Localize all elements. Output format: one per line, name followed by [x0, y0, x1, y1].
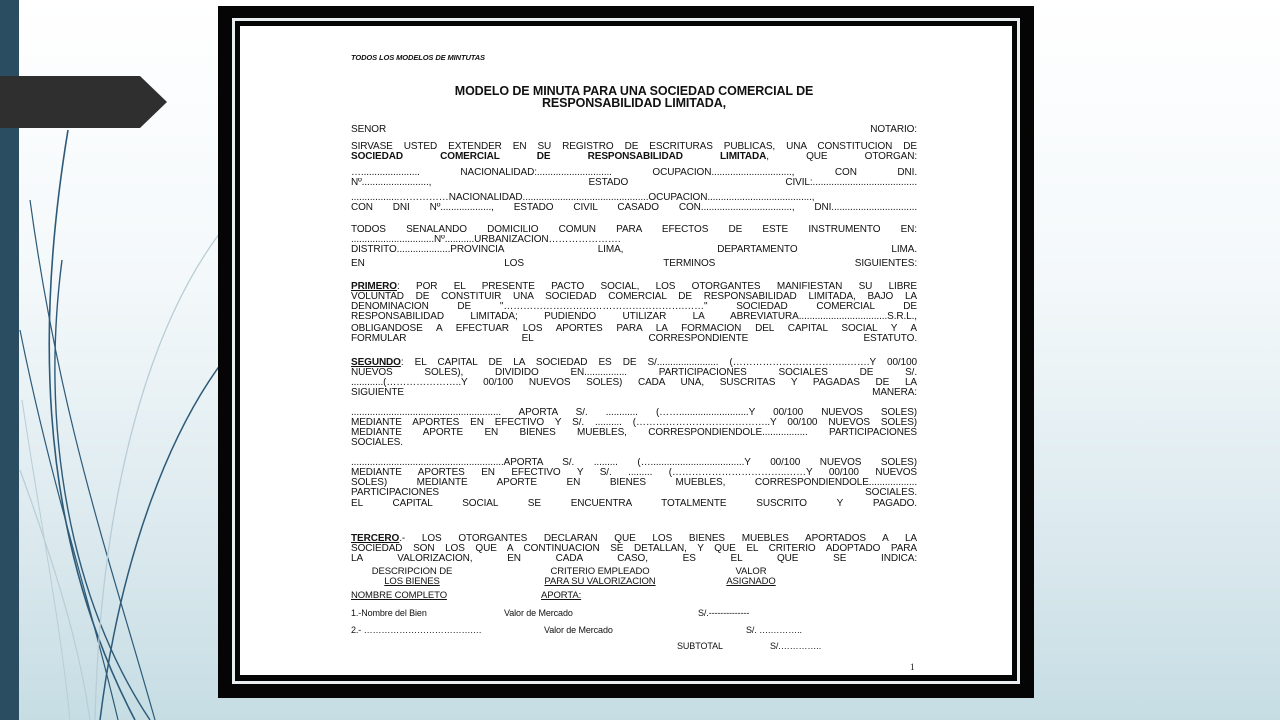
- table-row: [351, 608, 917, 618]
- name-label-text: NOMBRE COMPLETO: [351, 590, 447, 601]
- capital-statement: [351, 499, 917, 509]
- obligation-line: FORMULAR EL CORRESPONDIENTE ESTATUTO.: [351, 334, 917, 344]
- company-type-bold: SOCIEDAD COMERCIAL DE RESPONSABILIDAD LIMITADA: [351, 152, 767, 162]
- column-header-criterion: [525, 567, 675, 587]
- title-tab-shape: [0, 76, 167, 128]
- row-value: S/. ….………..: [746, 625, 802, 635]
- contribution-line: MEDIANTE APORTE EN BIENES MUEBLES, CORRESPONDIENDOLE................. PARTICIPACIONES: [351, 428, 917, 438]
- clause-primero: [351, 282, 917, 322]
- clause-text: : EL CAPITAL DE LA SOCIEDAD ES DE S/....................... (……………………………..…….Y 00/100: [400, 358, 917, 368]
- subtotal-value: S/.…………..: [770, 641, 822, 651]
- document-image: [240, 26, 1012, 675]
- row-item: 1.-Nombre del Bien: [351, 608, 427, 618]
- party-line: …...................... NACIONALIDAD:............................ OCUPACION.............................., CON DNI.: [351, 168, 917, 178]
- domicile-line: TODOS SEÑALANDO DOMICILIO COMUN PARA EFECTOS DE ESTE INSTRUMENTO EN:: [351, 225, 917, 235]
- document-header: TODOS LOS MODELOS DE MINTUTAS: [351, 53, 485, 62]
- domicile-line: DISTRITO....................PROVINCIA LIMA, DEPARTAMENTO LIMA.: [351, 245, 917, 255]
- salutation-text: SEÑOR NOTARIO:: [351, 125, 917, 135]
- domicile-line: ...............................Nº...........URBANIZACION………………….: [351, 235, 621, 245]
- clause-line: [351, 358, 917, 368]
- aporta-label: APORTA:: [541, 590, 582, 601]
- header-line: DESCRIPCION DE: [371, 566, 453, 577]
- title-line-2: RESPONSABILIDAD LIMITADA,: [541, 96, 727, 110]
- title-line-1: MODELO DE MINUTA PARA UNA SOCIEDAD COMERCIAL DE: [454, 84, 814, 98]
- column-header-value: [711, 567, 791, 587]
- row-criterion: Valor de Mercado: [544, 625, 613, 635]
- terms-intro: [351, 259, 917, 269]
- party-1-paragraph: [351, 168, 917, 188]
- subtotal-row: [351, 641, 917, 651]
- contribution-line: .........................................................APORTA S/. ......... (…...................................Y 00/100 NUEVOS SOLES): [351, 458, 917, 468]
- intro-paragraph: [351, 142, 917, 162]
- document-page: [240, 26, 1012, 675]
- party-line: ..................……………NACIONALIDAD...............................................OCUPACION.......................................,: [351, 193, 815, 203]
- obligation-paragraph: [351, 324, 917, 344]
- contribution-line: MEDIANTE APORTES EN EFECTIVO Y S/. ......... (……………………………..……Y 00/100 NUEVOS: [351, 468, 917, 478]
- name-label: [351, 591, 541, 601]
- intro-line: SIRVASE USTED EXTENDER EN SU REGISTRO DE ESCRITURAS PÚBLICAS, UNA CONSTITUCION DE: [351, 142, 917, 152]
- contribution-2-paragraph: [351, 458, 917, 498]
- terms-intro-text: EN LOS TERMINOS SIGUIENTES:: [351, 259, 917, 269]
- contribution-line: SOCIALES.: [351, 438, 403, 448]
- party-line: CON DNI Nº..................., ESTADO CIVIL CASADO CON.................................., DNI................................: [351, 203, 917, 213]
- clause-label-primero: PRIMERO: [351, 282, 397, 292]
- salutation: [351, 125, 917, 135]
- name-aporta-row: [351, 591, 917, 601]
- row-item: 2.- ……………………………….…: [351, 625, 482, 635]
- contribution-line: ........................................................ APORTA S/. ............ (……..........................Y 00/100 NUEVOS SOLES): [351, 408, 917, 418]
- header-line: VALOR: [735, 566, 767, 577]
- clause-line: ............(…………………..Y 00/100 NUEVOS SOLES) CADA UNA, SUSCRITAS Y PAGADAS DE LA: [351, 378, 917, 388]
- clause-segundo: [351, 358, 917, 398]
- column-header-description: [357, 567, 467, 587]
- header-line: CRITERIO EMPLEADO: [550, 566, 650, 577]
- clause-line: DENOMINACION DE "……………………………………………….……" SOCIEDAD COMERCIAL DE: [351, 302, 917, 312]
- domicile-paragraph: [351, 225, 917, 255]
- contribution-line: MEDIANTE APORTES EN EFECTIVO Y S/. .......... (…………………………………..Y 00/100 NUEVOS SOLES): [351, 418, 917, 428]
- table-row: [351, 625, 917, 635]
- contribution-line: SOLES) MEDIANTE APORTE EN BIENES MUEBLES, CORRESPONDIENDOLE..................: [351, 478, 917, 488]
- clause-line: VOLUNTAD DE CONSTITUIR UNA SOCIEDAD COMERCIAL DE RESPONSABILIDAD LIMITADA, BAJO LA: [351, 292, 917, 302]
- clause-line: [351, 282, 917, 292]
- clause-line: [351, 534, 917, 544]
- party-2-paragraph: [351, 193, 917, 213]
- clause-text: .- LOS OTORGANTES DECLARAN QUE LOS BIENES MUEBLES APORTADOS A LA: [399, 534, 917, 544]
- document-title: [351, 85, 917, 109]
- header-line: PARA SU VALORIZACION: [544, 576, 656, 587]
- goods-table-header: [351, 567, 917, 587]
- clause-line: RESPONSABILIDAD LIMITADA; PUDIENDO UTILIZAR LA ABREVIATURA.................................S.R.L.,: [351, 312, 917, 322]
- row-criterion: Valor de Mercado: [504, 608, 573, 618]
- header-line: LOS BIENES: [384, 576, 440, 587]
- clause-tercero: [351, 534, 917, 564]
- header-line: ASIGNADO: [726, 576, 776, 587]
- clause-line: LA VALORIZACION, EN CADA CASO, ES EL QUE SE INDICA:: [351, 554, 917, 564]
- obligation-line: OBLIGANDOSE A EFECTUAR LOS APORTES PARA LA FORMACION DEL CAPITAL SOCIAL Y A: [351, 324, 917, 334]
- clause-label-tercero: TERCERO: [351, 534, 400, 544]
- clause-text: : POR EL PRESENTE PACTO SOCIAL, LOS OTORGANTES MANIFIESTAN SU LIBRE: [396, 282, 917, 292]
- subtotal-label: SUBTOTAL: [677, 641, 723, 651]
- clause-line: SIGUIENTE MANERA:: [351, 388, 917, 398]
- page-number: 1: [910, 662, 915, 672]
- intro-rest: , QUE OTORGAN:: [766, 152, 917, 162]
- clause-line: NUEVOS SOLES), DIVIDIDO EN................ PARTICIPACIONES SOCIALES DE S/.: [351, 368, 917, 378]
- clause-label-segundo: SEGUNDO: [351, 358, 401, 368]
- contribution-line: PARTICIPACIONES SOCIALES.: [351, 488, 917, 498]
- intro-line: [351, 152, 917, 162]
- contribution-1-paragraph: [351, 408, 917, 448]
- capital-statement-text: EL CAPITAL SOCIAL SE ENCUENTRA TOTALMENTE SUSCRITO Y PAGADO.: [351, 499, 917, 509]
- party-line: Nº........................., ESTADO CIVIL:.......................................: [351, 178, 917, 188]
- clause-line: SOCIEDAD SON LOS QUE A CONTINUACION SE DETALLAN, Y QUE EL CRITERIO ADOPTADO PARA: [351, 544, 917, 554]
- row-value: S/.--------------: [698, 608, 750, 618]
